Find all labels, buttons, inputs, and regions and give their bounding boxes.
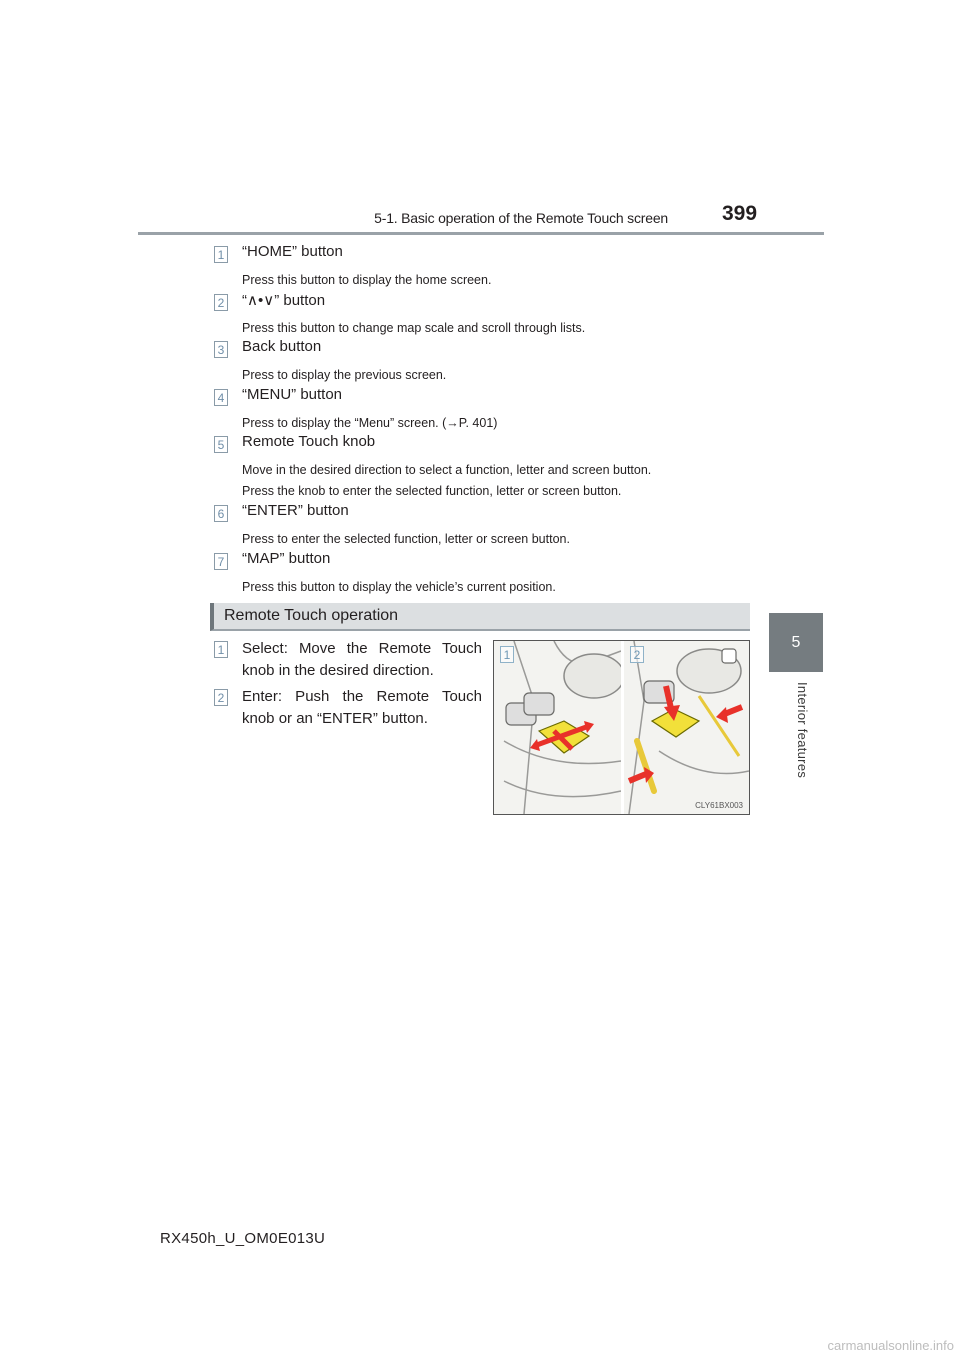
item-description: Press this button to display the home screen.	[242, 273, 492, 287]
chapter-tab[interactable]	[769, 613, 823, 672]
item-description	[242, 460, 651, 502]
item-description-line: Move in the desired direction to select a function, letter and screen button.	[242, 463, 652, 477]
footer-model: RX450h_U_OM0E013U	[160, 1230, 326, 1247]
operation-text: Enter: Push the Remote Touch knob or an “ENTER” button.	[242, 688, 482, 727]
item-title: Back button	[242, 338, 322, 355]
item-description: Press this button to display the vehicle’s current position.	[242, 580, 556, 594]
watermark[interactable]: carmanualsonline.info	[827, 1338, 954, 1353]
figure-code: CLY61BX003	[695, 801, 743, 810]
operation-text: Select: Move the Remote Touch knob in the desired direction.	[242, 640, 482, 679]
item-title: “MAP” button	[242, 550, 331, 567]
chapter-number: 5	[791, 633, 801, 651]
section-header	[210, 603, 750, 631]
figure-label-2: 2	[630, 646, 644, 663]
item-number: 6	[214, 505, 228, 522]
header-rule	[138, 232, 824, 235]
item-number: 2	[214, 294, 228, 311]
figure-label-1: 1	[500, 646, 514, 663]
item-description: Press to display the “Menu” screen. (→P. 401)	[242, 416, 498, 430]
section-title: Remote Touch operation	[224, 607, 399, 624]
item-number: 1	[214, 246, 228, 263]
item-number: 3	[214, 341, 228, 358]
item-number: 4	[214, 389, 228, 406]
item-title: “HOME” button	[242, 243, 343, 260]
item-number: 7	[214, 553, 228, 570]
remote-touch-illustration	[493, 640, 750, 815]
item-number: 5	[214, 436, 228, 453]
item-title: “MENU” button	[242, 386, 343, 403]
console-drawing	[494, 641, 749, 814]
section-heading: 5-1. Basic operation of the Remote Touch screen	[374, 210, 668, 226]
item-number: 1	[214, 641, 228, 658]
page-number: 399	[722, 202, 758, 225]
item-description-line: Press the knob to enter the selected function, letter or screen button.	[242, 484, 622, 498]
item-description: Press to display the previous screen.	[242, 368, 447, 382]
item-description: Press to enter the selected function, letter or screen button.	[242, 532, 570, 546]
chapter-label: Interior features	[795, 682, 810, 779]
item-number: 2	[214, 689, 228, 706]
item-title: Remote Touch knob	[242, 433, 376, 450]
item-title: “∧•∨” button	[242, 292, 326, 309]
item-title: “ENTER” button	[242, 502, 349, 519]
item-description: Press this button to change map scale and scroll through lists.	[242, 321, 586, 335]
page-header	[0, 0, 960, 240]
